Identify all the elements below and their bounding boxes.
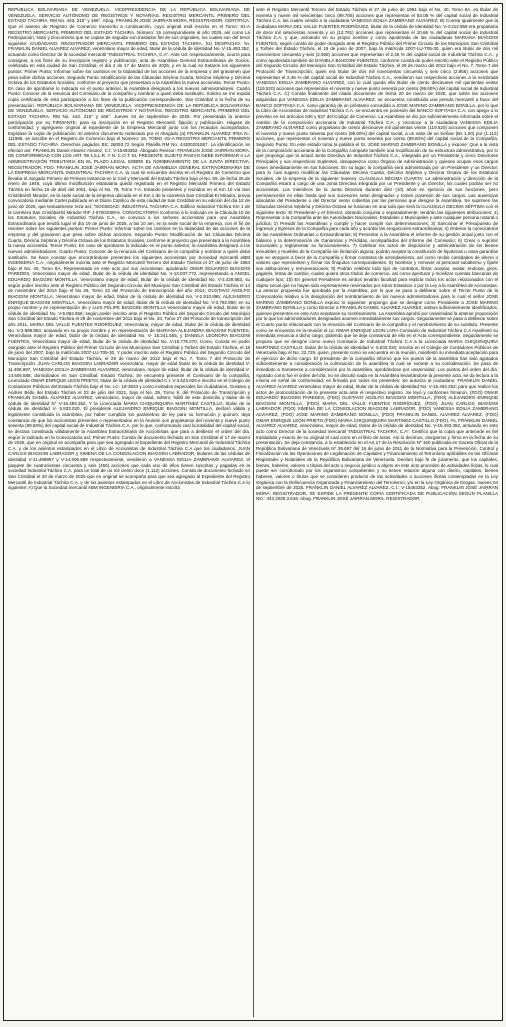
notice-text-right: ante el Registro Mercantil Tercero del Estado Táchira el 27 de junio de 1984 bajo el No. 40, Tomo 8A, es titular de noventa y nueve mil seiscientas cinco (99.705) acciones que representan el 83.08 % del capital social de Industrial Táchira C.A. las cuales vendió a la ciudadana VANESSA EDILIA ZAMBRANO ALVIAREZ; B) Consta igualmente que la ciudadana MARIA DEL VALLE FUENTES RODRÍGUEZ, titular de la cédula de identidad No. V-4.212.958 era propietaria de doce mil setecientas noventa y un (12.791) acciones que representan el 10,66 % del capital social de Industrial Táchira C.A. y que, actuando en su propio nombre y como apoderada de las ciudadanas MARIANA BIAGGINI FUENTES, según consta de poder otorgado ante el Registro Público del Primer Circuito de los Municipios San Cristóbal y Torbes del Estado Táchira, el 18 de junio de 2007, bajo la matrícula 2007-LU-T05-30, quien era titular de dos mil novecientos cincuenta y seis (2.956) acciones que representan el 2,46 % del capital social de Industrial Táchira C.A., y como apoderada también de DANIELA BIAGGINI FUENTES, conforme consta de poder inscrito ante el Registro Público del Segundo Circuito del Municipio San Cristóbal del Estado Táchira, el 29 de marzo del 2012 bajo el No. 7, Tomo 7 del Protocolo de Transcripción, quien era titular de dos mil novecientas cincuenta y seis cinco (2.956) acciones que representan el 2,46 % del capital social de Industrial Táchira C.A., vendieron sus respectivas acciones a la nombrada VANESSA EDILIA ZAMBRANO ALVIAREZ, con lo cual queda ella titular de ciento diecinueve mil quinientas veinte (119.520) acciones que representan el noventa y nueve punto sesenta por ciento (99.60%) del capital social de Industrial Táchira C.A. C) Consta finalmente del citado documento de fecha 20 de marzo de 2025, que sobre las acciones adquiridas por VANESSA EDILIA ZAMBRANO ALVIAREZ, se encuentra constituida una prenda mercantil a favor del BANCO SOFITASA C.A. como garantía de un préstamo concedido a JOSE MARINO ZAMBRANO BONILLA, por lo que la Libro de Accionistas de Industrial Táchira C.A. se encuentra en posesión del BANCO SOFITASA C.A. con apego a lo previsto en los artículos 536 y 537 del Código de Comercio. La Asamblea se dio por suficientemente informada sobre el cambio de la composición accionaria de Industrial Táchira C.A. y reconoce a la ciudadana VANESSA EDILIA ZAMBRANO ALVIAREZ como propietaria de ciento diecinueve mil quinientas veinte (119.520) acciones que componen el noventa y nueve punto sesenta por ciento (99,60%) del capital social, a un valor de un bolívar (Bs 1,00) por (1.112) acciones, que representan el noventa y nueve punto sesenta por ciento (99,60%) del capital social de la Compañía. Segundo Punto: En este estado toma la palabra el Sr. JOSE MARINO ZAMBRANO BONILLA y expone: Que a la vista de la composición accionaria de la Compañía comparte también una modificación de su estructura administrativa, por lo que propongo que la actual Junta Directiva de Industrial Táchira C.A., integrada por un Presidente y cinco Directores Principales y sus respectivos Suplentes, desaparezca como Órgano de Administración y quienes ocupan esos cargos cesen inmediatamente en sus funciones. En su lugar, la compañía será administrada por un Presidente y un Director, para lo cual sugiero modificar las Cláusulas Décima Cuarta, Décima Séptima y Décima Octava de los Estatutos Sociales, de la empresa de la siguiente manera: CLÁUSULA DÉCIMA CUARTA: La administración y dirección de la Compañía estará a cargo de una Junta Directiva integrada por un Presidente y un Director, los cuales podrán ser no accionistas. Los miembros de la Junta Directiva durarán diez (10) años en ejercicio de sus funciones, pero permanecerán en ellas hasta que sus sucesores sean designados y tomen posesión de sus cargos. Las ausencias absolutas del Presidente o del Director serán cubiertas por las personas que designe la Asamblea. Se suprimen las Cláusulas Décima Séptima y Décima Octava se fusionan en una sola que será la CLAUSULA DECIMA SÉPTIMA con el siguiente texto: El Presidente y el Director, obrando conjunta o separadamente, tendrán las siguientes atribuciones: 1) Representar a la Compañía ante las Autoridades Nacionales, Estadales o Municipales y ante cualquier persona natural o jurídica; 2) Presidir las Asambleas y cumplir y hacer cumplir sus determinaciones; 3) Sancionar el Presupuesto de Ingresos y Egresos de la Compañía para cada año y acordar las erogaciones extraordinarias; 4) Ordenar la convocatoria de las Asambleas Ordinarias o Extraordinarias; 5) Presentar a la Asamblea el informe de su gestión anual junto con el balance y la determinación de Ganancias y Pérdidas, acompañados del Informe del Comisario; 6) Crear o suprimir sucursales y reglamentar su funcionamiento. 7) Celebrar los actos de disposición y administración de los bienes inmuebles y muebles de la Compañía sin limitación alguna; podrán aceptar la constitución de hipotecas u otras garantías que se otorguen a favor de la Compañía y firmar contratos de arrendamiento, así como recibir cantidades de dinero o valores que representen y firmar los finiquitos correspondientes. 8) Nombrar y remover al personal subalterno y fijarle sus atribuciones y remuneraciones; 9) Podrán celebrar todo tipo de contratos, librar, aceptar, avalar, endosar, giros, pagarés, letras de cambio, cuales quiera otros títulos de comercio, así como aperturar y movilizar cuentas bancarias de cualquier tipo; 10) En general Presidente es ambos tendrán facultad para realizar todos los actos relacionados con el objeto social que no hayan sido expresamente reservados por estos Estatutos o por la Ley a la Asamblea de Accionistas. La anterior propuesta fue aprobada por la Asamblea, por lo que se pasa a deliberar sobre el Tercer Punto de la Convocatoria relativo a la designación del nombramiento de los nuevos administradores para lo cual el señor JOSE MARINO ZAMBRANO BONILLA expuso lo siguiente: propongo que se designe como Presidente a JOSE MARINO ZAMBRANO BONILLA y como Director a FRANKLIN DANIEL ALVAREZ ALVAREZ, ambos suficientemente identificados, quienes presentes en este Acto aceptaron su nombramiento. La Asamblea aprobó por unanimidad la anterior proposición por lo que los administradores designados asumen inmediatamente sus cargos. Seguidamente se pasa a deliberar sobre el Cuarto punto relacionado con la renuncia del Comisario de la compañía y el nombramiento de su sustituto. Presente como se encuentra en la reunión el Lic OMAR ENRIQUE LEON LARA Comisario de Industrial Táchira C.A manifestó su inmediata renuncia a dicho cargo, pidiendo que se deje constancia de ello en el Acta correspondiente. Seguidamente se propuso que se designe como nuevo Comisario de Industrial Táchira C.A a la Licenciada MARIA CHIQUINQUIRA MARTINEZ CASTILLO. titular de la cédula de identidad V- 5.833.020, inscrita en el Colegio de Contadores Públicos de Venezuela bajo el No. 22.729, quien, presente como se encuentra en la reunión, manifestó su inmediata aceptación para el ejercicio de dicho cargo. El presidente de la compañía informó que los puntos de la asamblea han sido agotados suficientemente a consideración la culminación de la asamblea la cual se somete a su consideración. Se pasa de inmediato a Someterse a consideración por la asamblea, aprobándose por unanimidad. Los puntos del orden del día. Agotado como fue el orden del día, no se discutió nada en la Asamblea levantándose la presente acta, se da lectura a la misma en señal de conformidad, es firmada por todos los presentes: Se autoriza al ciudadano: FRANKLIN DANIEL ALVAREZ ALVAREZ venezolano mayor de edad, titular de la cédula de identidad No. V-15.493.352; para que realice los actos de protocolización de la presente acta ante el respectivo registro. Se leyó y conformes firmaron, (FDO) OMAR EDUARDO BIAGGINI PAREDES, (FDO) GUSTAVO ADOLFO BIAGGINI MONTILLA, (FDO) ALEJANDRO ENRIQUE BIAGGINI MONTILLA, (FDO) MARIA DEL VALLE FUENTES RODRÍGUEZ, (FDO) JUAN CARLOS BIAGGINI LABRADOR (FDO) XIMENA DE LA CONSOLACION BIAGGINI LABRADOR, (FDO) VANESSA EDILIA ZAMBRANO ALVIAREZ, (FDO) JOSE MARINO ZAMBRANO BONILLA, (FDO) FRANKLIN DANIEL ALVAREZ ALVAREZ, (FDO) OMAR ENRIQUE LEÓN PRIETO (FDO) MARIA CHIQUINQUIRA MARTINEZ CASTILLO (FDO). Yo, FRANKLIN DANIEL ALVAREZ ALVAREZ, venezolano, mayor de edad, titular de la cédula de identidad No. V-15.493.352, actuando en este acto como Director de la sociedad mercantil "INDUSTRIAL TACHIRA, C.A". Certifico que la copia que antecede es fiel trasladada y exacto de su original el cual corre en el libro de actas. Así lo decimos, otorgamos y firmo en la fecha de su presentación. Se deja constancia, a lo establecido en el Art.17 de la Resolución Nº 150 publicada en Gaceta Oficial de la República Bolivariana de Venezuela Nº 39.697 del 16 de junio de 2011 de la Normativa para la Prevención, Control y Fiscalización de las Operaciones de Legitimación de Capitales y Financiamiento al Terrorismo aplicables en las Oficinas Registrales y Notariales de la República Bolivariana de Venezuela. Declaro bajo fe de juramento, que los capitales, bienes, haberes, valores o títulos del acto o negocio jurídico a objeto en este acto proceden de actividades lícitas, lo cual puede ser corroborado por los organismos competentes y no tienen relación alguna con dinero, capitales, bienes haberes, valores o títulos que se consideren producto de las actividades o acciones ilícitas contempladas en la Ley Orgánica con la Delincuencia Organizada y Financiamiento del Terrorismo, y/o en la Ley Orgánica de Drogas. Jueves 04 de septiembre de 2025. FRANKLIN DANIEL ALVAREZ ALVAREZ, C.I.: V-15493352. Abog. FRANKLIN JOSÉ JAIRRAN MORA. REGISTRADOR. SE EXPIDE LA PRESENTE COPIA CERTIFICADA DE PUBLICACIÓN SEGÚN PLANILLA NO.: 443.2025.3.646. Abog. FRANKLIN JOSÉ JAIRRAN MORA. REGISTRADOR.	[256, 7, 498, 502]
notice-column-right	[256, 7, 498, 1017]
notice-column-left	[8, 7, 250, 1017]
column-divider	[253, 7, 254, 1017]
legal-notice	[3, 3, 503, 1021]
notice-text-left: REPÚBLICA BOLIVARIANA DE VENEZUELA. VICEPRESIDENCIA DE LA REPÚBLICA BOLIVARIANA DE VENEZUELA. SERVICIO AUTÓNOMO DE REGISTROS Y NOTARÍAS. REGISTRO MERCANTIL PRIMERO DEL ESTADO TÁCHIRA. RM No. 443. 215° y 166°. Abog. FRANKLIN JOSÉ JAIRRAN MORA, REGISTRADOR. CERTIFICA: Que el asiento de Registro de Comercio transcrito a continuación, cuyo original está inscrito en el Tomo: 81-A REGISTRO MERCANTIL PRIMERO DEL ESTADO TÁCHIRA. Número: 15 correspondiente al año 2025, así como La Participación, Nota y Documento que se copian de seguida son traslados fiel de sus originales, los cuales son del tenor siguiente: CIUDADANO. REGISTRADOR MERCANTIL PRIMERO DEL ESTADO TÁCHIRA. SU DESPACHO. Yo, FRANKLIN DANIEL ALVAREZ ALVAREZ, venezolano mayor de edad, titular de la cédula de identidad No. V-15.493.352, actuando como Director de la sociedad mercantil "INDUSTRIAL TACHIRA, C.A". Ante Ud. respetuosamente, ocurro para consignar, a los fines de su inscripción registro y publicación, acta de Asamblea General Extraordinaria de Socios, celebrada en esta ciudad de San Cristóbal, el día 4 de 17 de Marzo de 2025, y en la cual se trataron los siguientes puntos: Primer Punto: Informar sobre los cambios en la titularidad de las acciones de la empresa y del gravamen que pesa sobre dichas acciones. Segundo Punto: Modificación de las Cláusulas Décima Cuarta, Décima Séptima y Décima Octava de los Estatutos Sociales, conforme al proyecto que presentara a la Asamblea la nueva accionista. Tercer Punto: En caso de aprobarse lo indicado en el punto anterior, la Asamblea designará a los nuevos administradores. Cuarto Punto: Conocer de la renuncia del Comisario de la compañía y nombrar a quien deba sustituirlo. Solicito se me expida copia certificada de esta participación a los fines de la publicación correspondiente. San Cristóbal a la fecha de su presentación. REPÚBLICA BOLIVARIANA DE VENEZUELA. VICEPRESIDENCIA DE LA REPÚBLICA BOLIVARIANA DE VENEZUELA. SERVICIO AUTÓNOMO DE REGISTROS Y NOTARÍAS. REGISTRO MERCANTIL PRIMERO DEL ESTADO TÁCHIRA. RM No. 443. 215° y 166°. Jueves 04 de septiembre de 2025. Por presentada la anterior participación por su FIRMANTE, para su inscripción en el Registro Mercantil, fijación y publicación. Hágase de conformidad, y agréguese original al expediente de la Empresa Mercantil junto con los recaudos acompañados. Expídase la copia de publicación. El anterior documento redactado por el Abogado (a) FRANKLIN ALVAREZ IPSA N.: 111986, se inscribe en el Registro de Comercio bajo el Número: 15, TOMO -81-A REGISTRO MERCANTIL PRIMERO DEL ESTADO TÁCHIRA. Derechos pagados BS: 28093.72 Según Planilla RM No. 44300201557. La identificación se efectuó así: FRANKLIN Daniel Alvarez Alvarez, C.I: V-15493352. Abogado Revisor: FRANKLIN JOSÉ JAIRRAN MORA. DE CONFORMIDAD CON LOS ART. 99 1,5,L.R. Y N. C.O.T. EL PRESENTE SUJETO PASIVO DEBE INFORMAR A LA ADMINISTRACIÓN TRIBUTARIA EN EL PLAZO LEGAL SOBRE EL NOMBRAMIENTO DE LA JUNTA DIRECTIVA. REGISTRADOR. FDO. FRANKLIN JOSÉ JAIRRAN MORA. ACTA DE ASAMBLEA GENERAL EXTRAORDINARIA DE LA EMPRESA MERCANTIL INDUSTRIAL TACHIRA C.A. la cual se encuentra inscrita en el Registro de Comercio que llevaba el Juzgado Primero de Primera Instancia en lo Civil y Mercantil del Estado Táchira bajo el No. 09, de fecha 25 de enero de 1946, cuya última modificación estatutaria quedó registrada en el Registro Mercantil Primero del Estado Táchira en fecha 16 de abril del 2001, bajo el No. 78, Tomo 7-A. Estando presentes y reunidos en el Km 10 vía San Cristóbal-El Mirador, en la sede social de la empresa ubicada en el Km 1 de la carretera San Cristóbal-El Mirador, previa convocatoria mediante Cartel publicado en el Diario Católico de esta ciudad de San Cristóbal en su edición del día 12 de junio de 2025, que textualmente reza así: "SOCIEDAD: INDUSTRIAL TACHIRA C.A. Edificio Industrial Táchira Km 1 de la carretera San Cristóbal-El Mirador RIF J-07001009-6. CONVOCATORIA Conforme a lo indicado en la Cláusula 10 de los Estatutos Sociales de Industrial Táchira C.A., se convoca a los señores accionistas para una Asamblea Extraordinaria que tendrá lugar el día 19 de junio de 2025, a las 10 am, en la sede social de la empresa, con el fin de resolver sobre los siguientes puntos: Primer Punto: Informar sobre los cambios en la titularidad de las acciones de la empresa y del gravamen que pesa sobre dichas acciones. Segundo Punto: Modificación de las Cláusulas Décima Cuarta, Décima Séptima y Décima Octava de los Estatutos Sociales, conforme al proyecto que presentara a la Asamblea la nueva accionista. Tercer Punto: En caso de aprobarse lo indicado en el punto anterior, la Asamblea designará a los nuevos administradores. Cuarto Punto: Conocer de la renuncia del Comisario de la compañía y nombrar a quien deba sustituirlo. Se hace constar que encontrándose presentes los siguientes accionistas por Sociedad mercantil ABM INGENIERIA C.A., originalmente inscrita ante el Registro Mercantil Tercero del Estado Táchira el 27 de junio de 1984 bajo el No. 40, Tomo 8A, Representada en este acto por sus accionistas: apoderado OMAR EDUARDO BIAGGINI PAREDES, Venezolano mayor de edad, titular de la cédula de identidad No. V-13.037.772, representando a ANGEL EDUARDO BIAGGINI MONTILLA, Venezolano mayor de edad, titular de la cédula de identidad No. V-3.429.883, su según poder inscrito ante el Registro Público del Segundo Circuito del Municipio San Cristóbal del Estado Táchira el 14 de noviembre del 2014 bajo el No 26, Tomo 22 del Protocolo de transcripción del año 2014; GUSTAVO ADOLFO BIAGGINI MONTILLA, Venezolano mayor de edad, titular de la cédula de identidad No. V-2.810.896; ALEJANDRO ENRIQUE BIAGGINI MONTILLA, Venezolano mayor de edad, titular de la cédula de identidad No. V-3.792.990; en su propio nombre y en representación de y LUIS FELIPE BIAGGINI MONTILLA Venezolano mayor de edad, titular de la cédula de identidad No. V-5.862.656; según poder inscrito ante el Registro Público del Segundo Circuito del Municipio San Cristóbal del Estado Táchira el 29 de noviembre del 2011 bajo el No. 34, Tomo 27 del Protocolo de transcripción del año 2011, MARIA DEL VALLE FUENTES RODRÍGUEZ, Venezolana, mayor de edad, titular de la cédula de identidad No. V-3.998.853, actuando en su propio nombre y en representación de MARIANA ALEJANDRA BIAGGINI FUENTES, Venezolana mayor de edad, titular de la cédula de identidad No. V- 15.241.555, y DANIELA LEONORA BIAGGINI FUENTES, Venezolana mayor de edad, titular de la cédula de identidad No. V-16.778.270, Como, Consta en poder otorgado ante el Registro Público del Primer Circuito de los Municipios San Cristóbal y Torbes del Estado Táchira, el 18 de junio del 2007, bajo la matrícula 2007-LU-T05-30, Y poder inscrito ante el Registro Público del Segundo Circuito del Municipio San Cristóbal del Estado Táchira, el 29 de marzo del 2012 bajo el No. 7, Tomo 7 del Protocolo de Transcripción. JUAN CARLOS BIAGGINI LABRADOR venezolano, mayor de edad titular de la cédula de identidad V-11.498.997, VANESSA EDILIA ZAMBRANO ALVIAREZ, venezolana, mayor de edad, titular de la cédula de identidad V-14.606.688, domiciliados en San Cristóbal, Estado Táchira, Se encuentra presente el Comisario de la compañía, Licenciado OMAR ENRIQUE LEÓN PRIETO, titular de la cédula de identidad C.I. V-3.623.626 e inscrito en el Colegio de Contadores Públicos del Estado Táchira bajo el No. LC- 18-3533 y como invitados especiales los ciudadanos, Gustavo y Andres Bello del Estado Táchira el 23 de julio del 2021, bajo el No. 35, Tomo 9, del Protocolo de Transcripción y FRANKLIN DANIEL ÁLVAREZ ALVAREZ, venezolano, mayor de edad, soltero, hábil de este domicilio y titular de la cédula de identidad N° V-15.493.352, Y la Licenciada MARIA CHIQUINQUIRA MARTINEZ CASTILLO, titular de la cédula de identidad V- 5.833.020, El presidente ALEJANDRO ENRIQUE BIAGGINI MONTILLA, declaró válida y legalmente constituida la asamblea, por haber cumplido los parámetros de ley para su formación y quórum: deja constancia de que los accionistas presentes o representados en la reunión son propietarios del noventa y nueve punto sesenta (99.60%) del capital social de Industrial Táchira C.A. por lo que, conformando casi la totalidad del capital social, se declara constituida válidamente la Asamblea Extraordinaria de Accionistas que para a deliberar el orden del día, según lo indicado en la Convocatoria así: Primer Punto: Consta de documento fechado en San Cristóbal el 17 de marzo de 2025, que en original se acompaña para que sea agregado al Expediente del Registro Mercantil de Industrial Táchira C.A. y de los asientos estampados en el Libro de Accionistas de Industrial Táchira C.A que los ciudadanos, JUAN CARLOS BIAGGINI LABRADOR y XIMENA DE LA CONSOLACION BIAGGINI LABRADOR, titulares de las cédulas de identidad V-11.498997 y V-14.606.688 respectivamente, vendieron a VANESSA EDILIA ZAMBRANO ALVIAREZ, el paquete de cuatrocientas cincuenta y seis (456) acciones que cada uno de ellos tienen suscritas y pagadas en la sociedad Industrial Táchira C.A. para un total de un mil ciento doce (1.112) acciones. Consta de documento fechado en San Cristóbal el 20 de marzo de 2025 que en original se acompaña para que sea agregado al Expediente del Registro Mercantil de Industrial Táchira C.A. y de los asientos estampados en el Libro de Accionistas de Industrial Táchira C.A lo siguiente: A) Que la Sociedad mercantil ABM INGENIERIA C.A., originalmente inscrita	[8, 7, 250, 491]
